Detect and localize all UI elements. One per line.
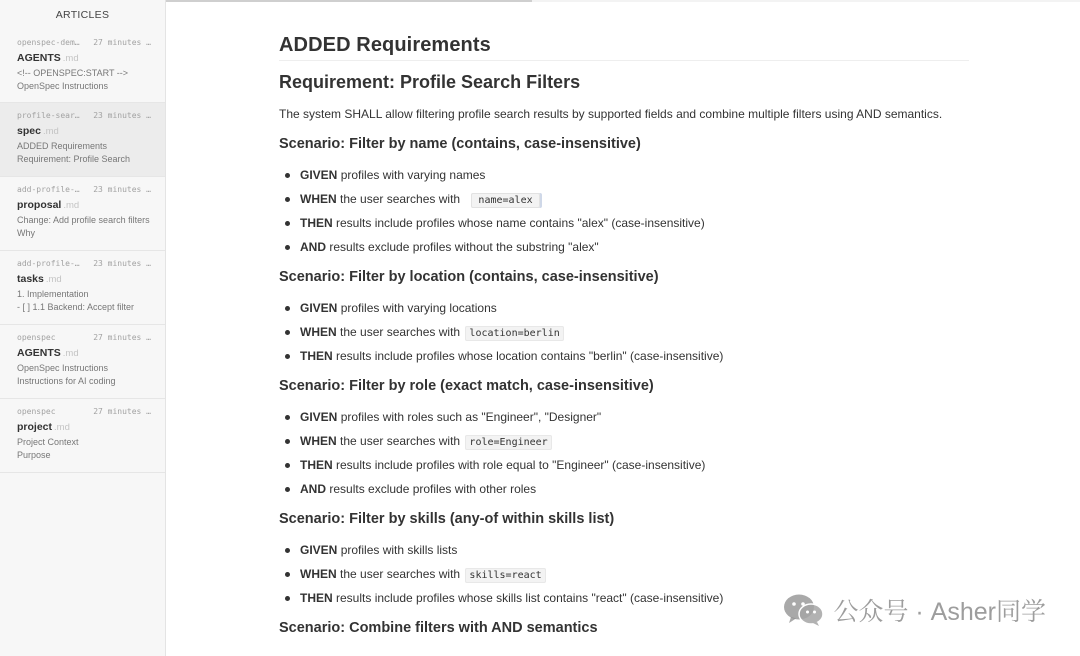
step-text: results include profiles with role equal to "Engineer" (case-insensitive)	[336, 458, 706, 472]
requirement-heading: Requirement: Profile Search Filters	[279, 72, 581, 92]
step-item	[300, 429, 705, 453]
step-text: results include profiles whose name contains "alex" (case-insensitive)	[336, 216, 705, 230]
sidebar	[0, 0, 166, 656]
step-keyword: WHEN	[300, 434, 337, 448]
file-title: project	[17, 421, 53, 433]
step-item	[300, 296, 723, 320]
file-ext: .md	[54, 422, 70, 433]
step-text: the user searches with	[340, 567, 461, 581]
step-keyword: THEN	[300, 591, 333, 605]
step-item	[300, 586, 723, 610]
scenario-steps	[300, 163, 705, 259]
file-preview: OpenSpec Instructions	[17, 81, 109, 91]
step-keyword: THEN	[300, 458, 333, 472]
step-item	[300, 211, 705, 235]
step-text: results exclude profiles with other roles	[329, 482, 537, 496]
file-folder: openspec	[17, 333, 56, 342]
file-preview: Purpose	[17, 450, 51, 460]
step-keyword: WHEN	[300, 325, 337, 339]
file-ext: .md	[62, 53, 79, 64]
inline-code: location=berlin	[465, 326, 563, 341]
step-keyword: AND	[300, 482, 326, 496]
step-text: results exclude profiles without the substring "alex"	[329, 240, 599, 254]
file-folder: profile-sear…	[17, 111, 80, 120]
watermark-text: 公众号 · Asher同学	[833, 598, 1046, 626]
file-preview: - [ ] 1.1 Backend: Accept filter	[17, 302, 135, 312]
file-ext: .md	[63, 200, 80, 211]
step-item	[300, 235, 705, 259]
file-preview: OpenSpec Instructions	[17, 363, 109, 373]
file-title: AGENTS	[17, 52, 61, 64]
file-title: spec	[17, 125, 41, 137]
requirement-description: The system SHALL allow filtering profile search results by supported fields and combine multiple filters using AND semantics.	[279, 107, 943, 121]
file-folder: openspec-dem…	[17, 38, 80, 47]
scenario-heading: Scenario: Filter by name (contains, case-insensitive)	[279, 136, 641, 152]
file-title: tasks	[17, 273, 44, 285]
file-folder: add-profile-…	[17, 185, 80, 194]
step-item	[300, 187, 705, 211]
scenario-heading: Scenario: Filter by skills (any-of within skills list)	[279, 511, 615, 527]
document-heading: ADDED Requirements	[279, 34, 969, 61]
scenario-heading: Scenario: Filter by location (contains, case-insensitive)	[279, 269, 659, 285]
inline-code[interactable]: name=alex	[471, 193, 539, 208]
step-item	[300, 453, 705, 477]
scenario-steps	[300, 296, 723, 368]
step-text: the user searches with	[340, 325, 461, 339]
step-item	[300, 477, 705, 501]
file-title: proposal	[17, 199, 62, 211]
file-time: 27 minutes …	[93, 38, 151, 47]
file-time: 23 minutes …	[93, 185, 151, 194]
step-item	[300, 163, 705, 187]
sidebar-header: ARTICLES	[55, 9, 110, 21]
file-item-proposal[interactable]	[0, 177, 165, 251]
file-ext: .md	[45, 274, 62, 285]
step-keyword: THEN	[300, 349, 333, 363]
step-text: the user searches with	[340, 434, 461, 448]
step-keyword: WHEN	[300, 192, 337, 206]
file-preview: ADDED Requirements	[17, 141, 108, 151]
file-time: 23 minutes …	[93, 111, 151, 120]
step-keyword: THEN	[300, 216, 333, 230]
scenario-heading: Scenario: Filter by role (exact match, case-insensitive)	[279, 378, 654, 394]
scenario-heading: Scenario: Combine filters with AND semantics	[279, 620, 598, 636]
step-text: results include profiles whose location contains "berlin" (case-insensitive)	[336, 349, 724, 363]
step-keyword: GIVEN	[300, 410, 338, 424]
file-item-agents-openspec[interactable]	[0, 325, 165, 399]
file-preview: Project Context	[17, 437, 79, 447]
file-ext: .md	[42, 126, 59, 137]
step-text: profiles with varying locations	[340, 301, 497, 315]
file-time: 27 minutes …	[93, 333, 151, 342]
file-preview: 1. Implementation	[17, 289, 89, 299]
step-item	[300, 538, 723, 562]
file-preview: <!-- OPENSPEC:START -->	[17, 68, 129, 78]
file-time: 27 minutes …	[93, 407, 151, 416]
inline-code: role=Engineer	[465, 435, 551, 450]
step-keyword: AND	[300, 240, 326, 254]
step-keyword: GIVEN	[300, 168, 338, 182]
file-item-tasks[interactable]	[0, 251, 165, 325]
file-preview: Instructions for AI coding	[17, 376, 116, 386]
watermark	[783, 592, 1046, 628]
file-folder: openspec	[17, 407, 56, 416]
step-keyword: GIVEN	[300, 543, 338, 557]
step-text: profiles with skills lists	[340, 543, 458, 557]
document-content	[279, 0, 969, 656]
step-text: profiles with roles such as "Engineer", "Designer"	[340, 410, 602, 424]
step-keyword: GIVEN	[300, 301, 338, 315]
step-item	[300, 405, 705, 429]
step-text: results include profiles whose skills list contains "react" (case-insensitive)	[336, 591, 724, 605]
file-title: AGENTS	[17, 347, 61, 359]
scenario-steps	[300, 405, 705, 501]
step-text: profiles with varying names	[340, 168, 486, 182]
scenario-steps	[300, 538, 723, 610]
step-item	[300, 344, 723, 368]
step-keyword: WHEN	[300, 567, 337, 581]
step-item	[300, 320, 723, 344]
file-folder: add-profile-…	[17, 259, 80, 268]
file-preview: Why	[17, 228, 35, 238]
file-preview: Change: Add profile search filters	[17, 215, 150, 225]
step-item	[300, 562, 723, 586]
file-item-agents[interactable]	[0, 30, 165, 103]
wechat-icon	[783, 593, 825, 627]
file-time: 23 minutes …	[93, 259, 151, 268]
file-ext: .md	[62, 348, 79, 359]
file-item-project[interactable]	[0, 399, 165, 473]
inline-code: skills=react	[465, 568, 545, 583]
file-item-spec[interactable]	[0, 103, 165, 177]
file-preview: Requirement: Profile Search	[17, 154, 131, 164]
step-text: the user searches with	[340, 192, 461, 206]
